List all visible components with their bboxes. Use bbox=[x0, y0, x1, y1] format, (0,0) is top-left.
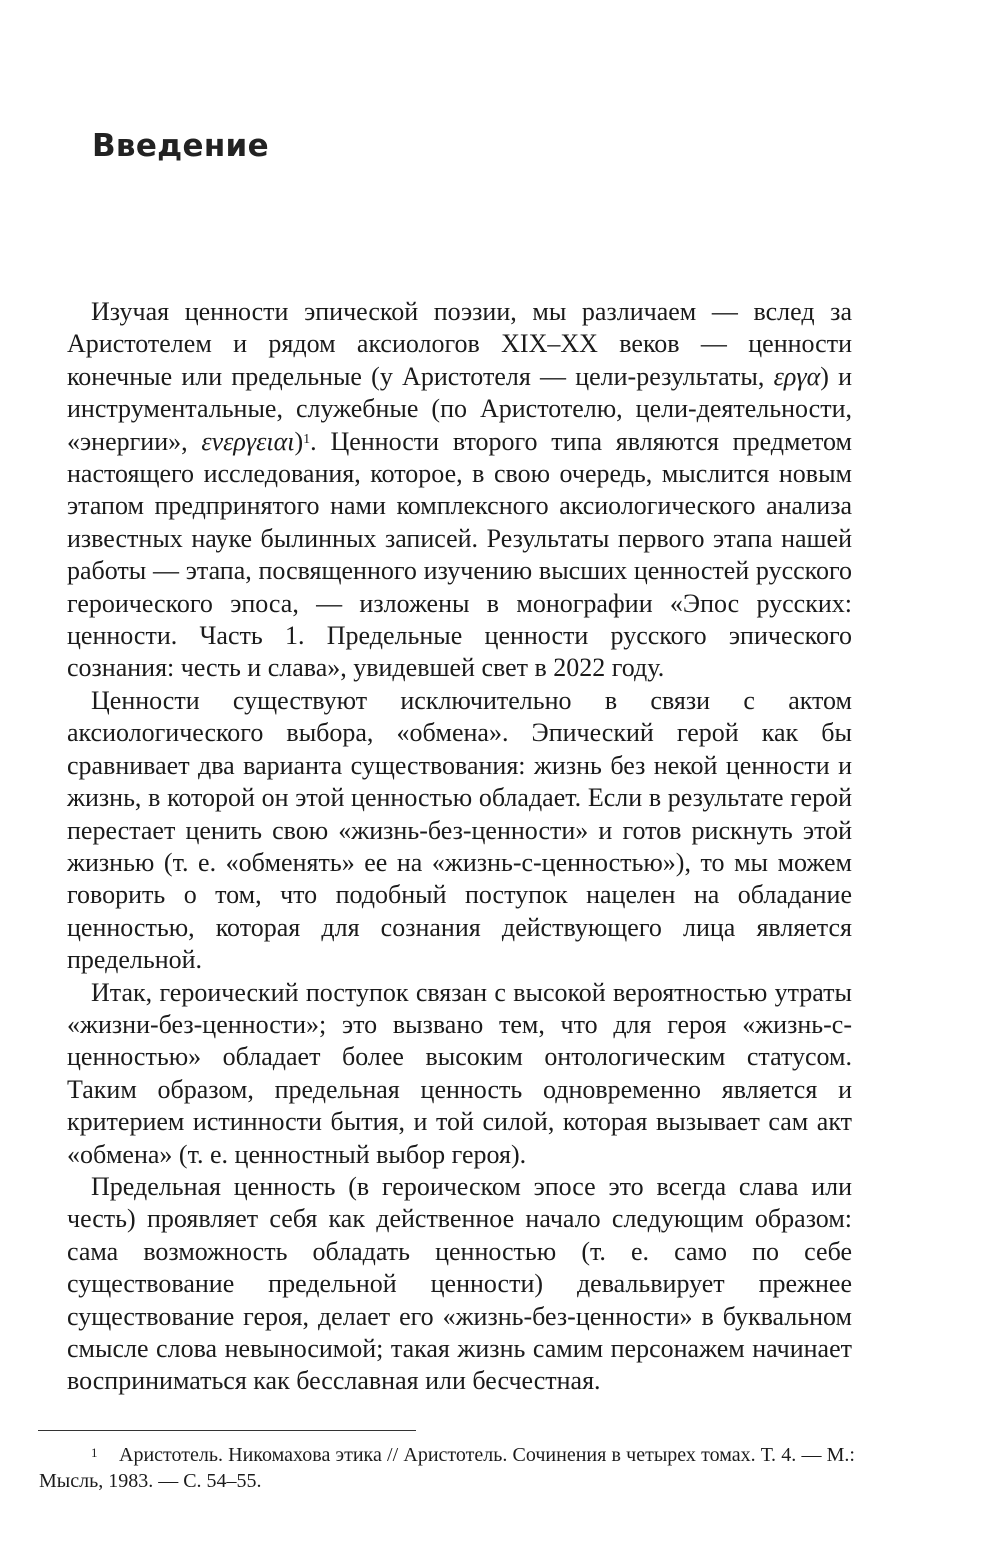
paragraph-2: Ценности существуют исключительно в связи с актом аксиологического выбора, «обмена». Эпический герой как бы сравнивает два варианта существования: жизнь без некой ценности и жизнь, в которой он этой ценностью обладает. Если в результате герой перестает ценить свою «жизнь-без-ценности» и готов рискнуть этой жизнью (т. е. «обменять» ее на «жизнь-с-ценностью»), то мы можем говорить о том, что подобный поступок нацелен на обладание ценностью, которая для сознания действующего лица является предельной. bbox=[67, 685, 852, 975]
footnote-number: 1 bbox=[91, 1445, 98, 1460]
paragraph-1-part-2: ) и инструментальные, служебные (по Аристотелю, цели-деятельности, «энергии», bbox=[67, 361, 852, 456]
greek-term-energeiai: ενεργειαι bbox=[201, 426, 295, 456]
paragraph-1-part-3: ) bbox=[294, 426, 304, 456]
footnote bbox=[39, 1442, 855, 1494]
footnote-divider bbox=[38, 1430, 416, 1431]
paragraph-1-part-4: . Ценности второго типа являются предметом настоящего исследования, которое, в свою очередь, мыслится новым этапом предпринятого нами комплексного аксиологического анализа известных науке былинных записей. Результаты первого этапа нашей работы — этапа, посвященного изучению высших ценностей русского героического эпоса, — изложены в монографии «Эпос русских: ценности. Часть 1. Предельные ценности русского эпического сознания: честь и слава», увидевшей свет в 2022 году. bbox=[67, 426, 852, 683]
paragraph-3: Итак, героический поступок связан с высокой вероятностью утраты «жизни-без-ценности»; это вызвано тем, что для героя «жизнь-с-ценностью» обладает более высоким онтологическим статусом. Таким образом, предельная ценность одновременно является и критерием истинности бытия, и той силой, которая вызывает сам акт «обмена» (т. е. ценностный выбор героя). bbox=[67, 977, 852, 1169]
footnote-reference[interactable]: 1 bbox=[303, 431, 311, 447]
paragraph-1 bbox=[67, 296, 852, 685]
paragraph-1-part-1: Изучая ценности эпической поэзии, мы различаем — вслед за Аристотелем и рядом аксиологов XIX–XX веков — ценности конечные или предельные (у Аристотеля — цели-результаты, bbox=[67, 297, 852, 391]
paragraph-4: Предельная ценность (в героическом эпосе это всегда слава или честь) проявляет себя как действенное начало следующим образом: сама возможность обладать ценностью (т. е. само по себе существование предельной ценности) девальвирует прежнее существование героя, делает его «жизнь-без-ценности» в буквальном смысле слова невыносимой; такая жизнь самим персонажем начинает восприниматься как бесславная или бесчестная. bbox=[67, 1171, 852, 1396]
footnote-text: Аристотель. Никомахова этика // Аристотель. Сочинения в четырех томах. Т. 4. — М.: Мысль, 1983. — С. 54–55. bbox=[39, 1444, 855, 1492]
chapter-heading: Введение bbox=[92, 128, 269, 164]
greek-term-erga: εργα bbox=[773, 361, 821, 391]
main-text bbox=[67, 296, 852, 1398]
